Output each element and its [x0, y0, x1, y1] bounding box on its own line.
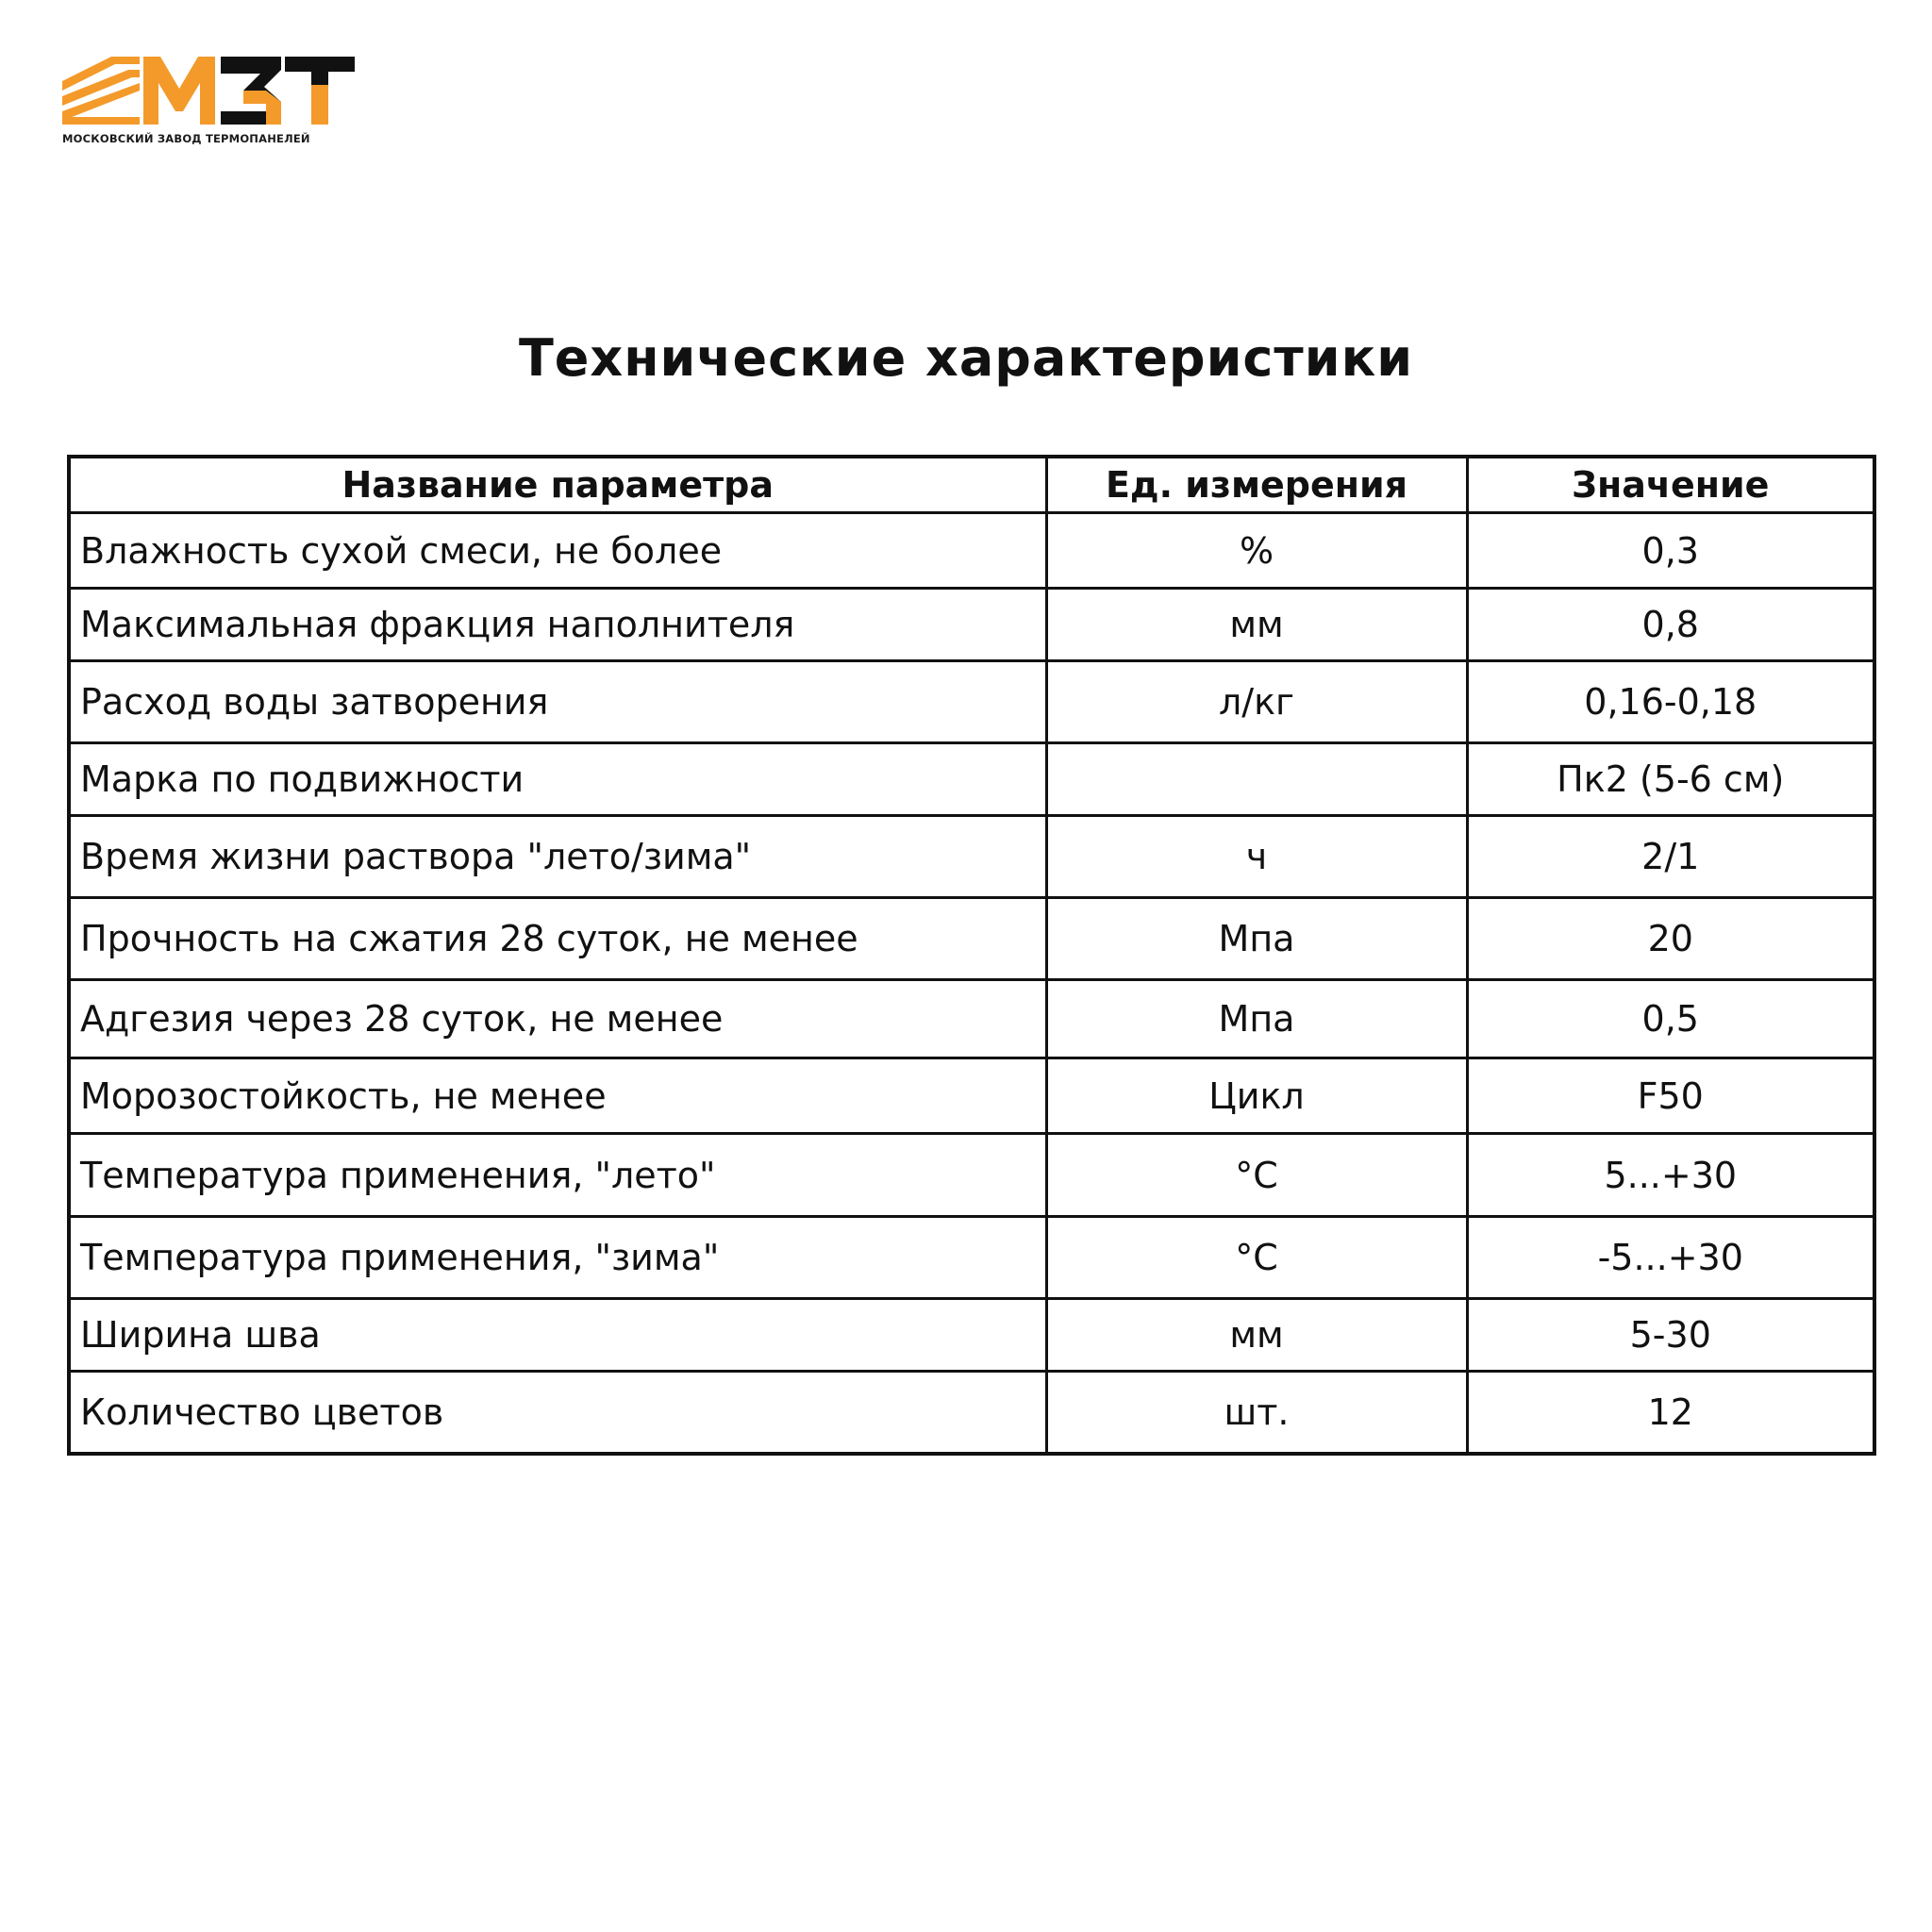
row-unit: % — [1046, 513, 1467, 589]
row-unit: ч — [1046, 816, 1467, 898]
table-row — [69, 1299, 1874, 1372]
table-row — [69, 1372, 1874, 1455]
row-value: -5...+30 — [1467, 1217, 1874, 1299]
row-value: 5-30 — [1467, 1299, 1874, 1372]
page-title: Технические характеристики — [518, 328, 1414, 388]
row-value: 5...+30 — [1467, 1134, 1874, 1217]
table-row — [69, 980, 1874, 1058]
row-value: 2/1 — [1467, 816, 1874, 898]
row-param: Максимальная фракция наполнителя — [69, 589, 1046, 661]
row-param: Температура применения, "зима" — [69, 1217, 1046, 1299]
row-value: F50 — [1467, 1058, 1874, 1134]
table-row — [69, 1217, 1874, 1299]
mzt-logo-mark — [62, 53, 355, 128]
row-param: Расход воды затворения — [69, 661, 1046, 743]
specs-table — [67, 455, 1876, 1456]
row-unit: мм — [1046, 1299, 1467, 1372]
table-row — [69, 661, 1874, 743]
row-param: Прочность на сжатия 28 суток, не менее — [69, 898, 1046, 980]
header-param: Название параметра — [69, 457, 1046, 513]
company-logo — [62, 53, 355, 157]
row-unit: шт. — [1046, 1372, 1467, 1455]
row-value: 0,3 — [1467, 513, 1874, 589]
row-unit: Мпа — [1046, 980, 1467, 1058]
row-value: Пк2 (5-6 см) — [1467, 743, 1874, 816]
row-value: 0,8 — [1467, 589, 1874, 661]
row-param: Количество цветов — [69, 1372, 1046, 1455]
row-value: 0,16-0,18 — [1467, 661, 1874, 743]
row-unit: мм — [1046, 589, 1467, 661]
row-param: Морозостойкость, не менее — [69, 1058, 1046, 1134]
table-row — [69, 513, 1874, 589]
row-value: 20 — [1467, 898, 1874, 980]
row-unit: л/кг — [1046, 661, 1467, 743]
row-unit — [1046, 743, 1467, 816]
row-value: 12 — [1467, 1372, 1874, 1455]
header-value: Значение — [1467, 457, 1874, 513]
table-header-row — [69, 457, 1874, 513]
row-unit: °С — [1046, 1134, 1467, 1217]
row-param: Адгезия через 28 суток, не менее — [69, 980, 1046, 1058]
row-value: 0,5 — [1467, 980, 1874, 1058]
row-param: Марка по подвижности — [69, 743, 1046, 816]
logo-caption: МОСКОВСКИЙ ЗАВОД ТЕРМОПАНЕЛЕЙ — [62, 132, 310, 145]
row-param: Ширина шва — [69, 1299, 1046, 1372]
row-unit: Мпа — [1046, 898, 1467, 980]
table-row — [69, 816, 1874, 898]
row-unit: Цикл — [1046, 1058, 1467, 1134]
row-param: Время жизни раствора "лето/зима" — [69, 816, 1046, 898]
table-row — [69, 1134, 1874, 1217]
table-row — [69, 1058, 1874, 1134]
row-param: Температура применения, "лето" — [69, 1134, 1046, 1217]
row-unit: °С — [1046, 1217, 1467, 1299]
row-param: Влажность сухой смеси, не более — [69, 513, 1046, 589]
header-unit: Ед. измерения — [1046, 457, 1467, 513]
table-row — [69, 898, 1874, 980]
table-row — [69, 589, 1874, 661]
table-row — [69, 743, 1874, 816]
